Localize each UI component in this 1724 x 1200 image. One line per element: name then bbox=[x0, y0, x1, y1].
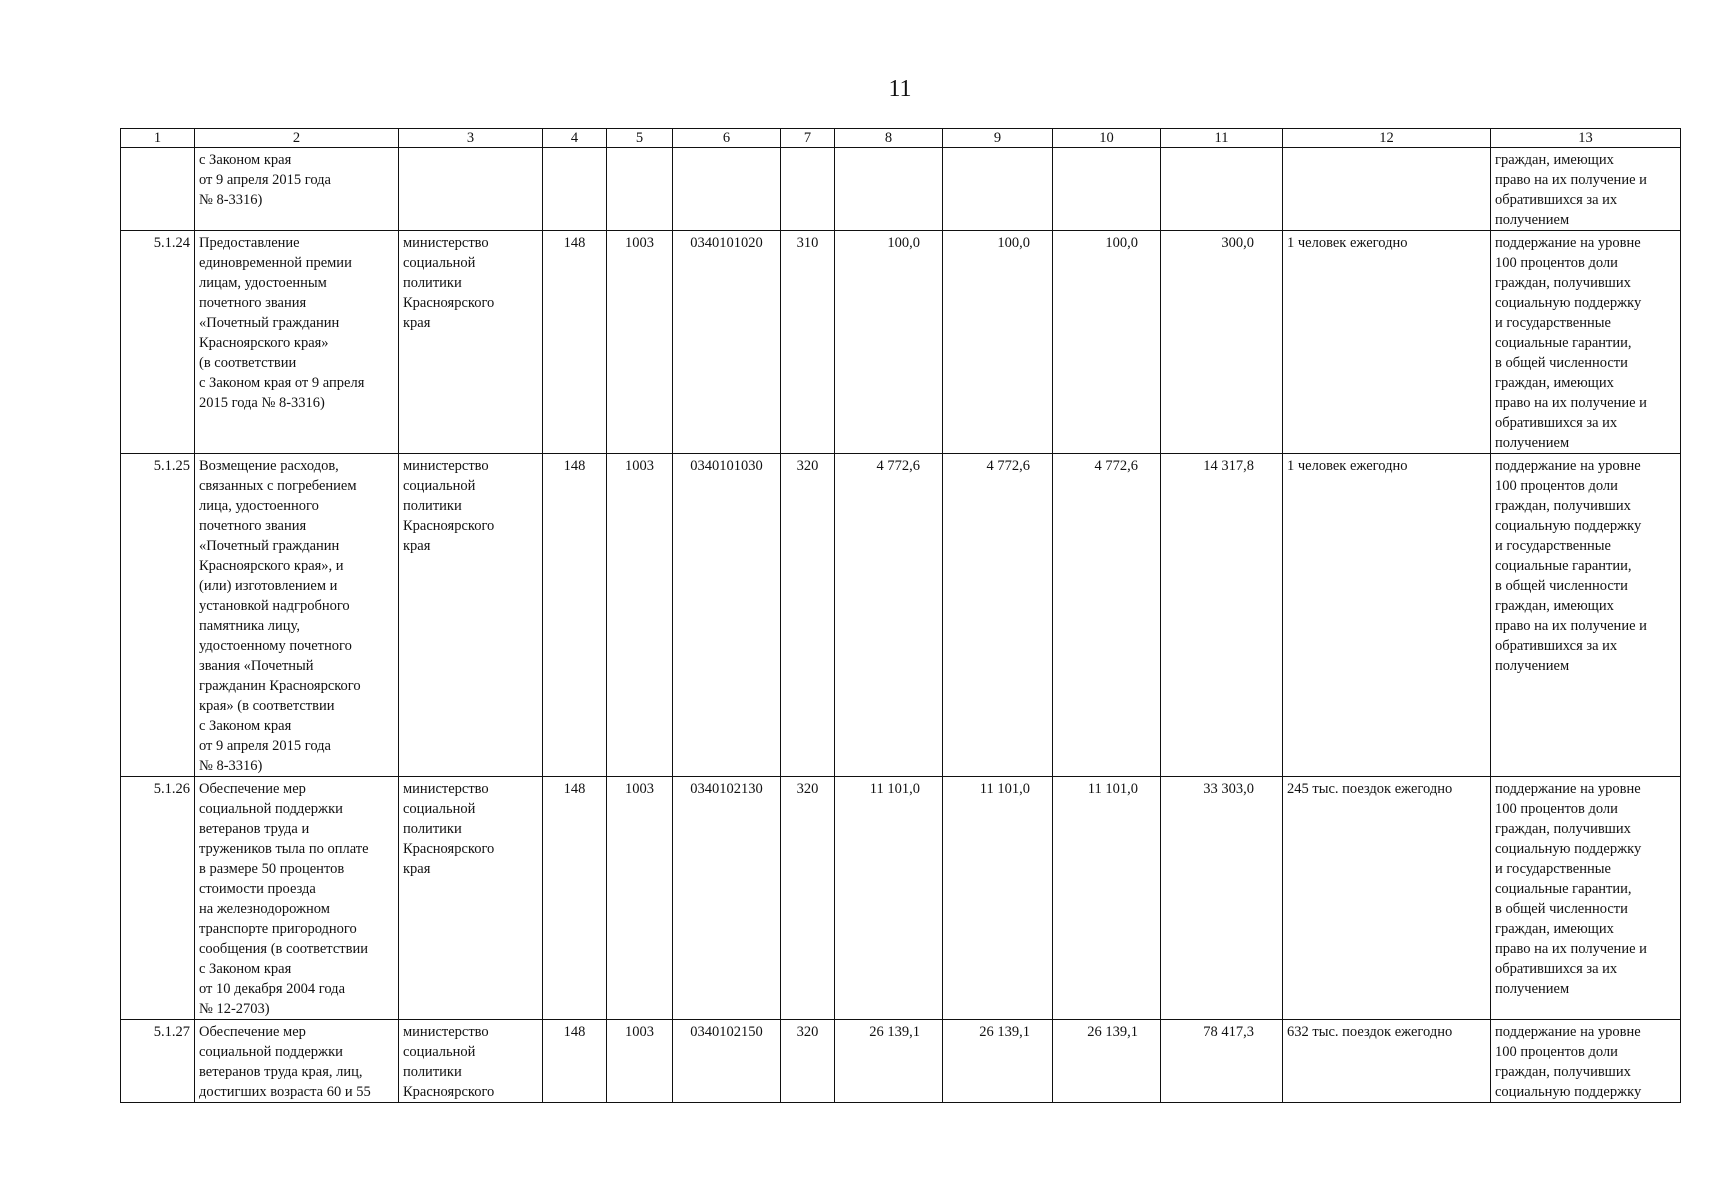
cell-code: 5.1.26 bbox=[121, 777, 195, 1020]
column-header: 11 bbox=[1161, 129, 1283, 148]
column-header: 13 bbox=[1491, 129, 1681, 148]
cell-year1: 4 772,6 bbox=[835, 454, 943, 777]
cell-year3: 4 772,6 bbox=[1053, 454, 1161, 777]
cell-goal: граждан, имеющих право на их получение и обратившихся за их получением bbox=[1491, 148, 1681, 231]
cell-csr: 0340102150 bbox=[673, 1020, 781, 1103]
cell-result: 632 тыс. поездок ежегодно bbox=[1283, 1020, 1491, 1103]
cell-year3 bbox=[1053, 148, 1161, 231]
cell-code: 5.1.24 bbox=[121, 231, 195, 454]
column-header: 2 bbox=[195, 129, 399, 148]
cell-total: 33 303,0 bbox=[1161, 777, 1283, 1020]
cell-rzpr: 1003 bbox=[607, 454, 673, 777]
cell-grbs: 148 bbox=[543, 454, 607, 777]
cell-ministry: министерство социальной политики Красноярского края bbox=[399, 231, 543, 454]
cell-year2: 100,0 bbox=[943, 231, 1053, 454]
cell-year1 bbox=[835, 148, 943, 231]
cell-grbs: 148 bbox=[543, 1020, 607, 1103]
cell-name: Обеспечение мер социальной поддержки ветеранов труда и тружеников тыла по оплате в размере 50 процентов стоимости проезда на железнодорожном транспорте пригородного сообщения (в соответствии с Законом края от 10 декабря 2004 года № 12-2703) bbox=[195, 777, 399, 1020]
cell-rzpr: 1003 bbox=[607, 231, 673, 454]
cell-code bbox=[121, 148, 195, 231]
cell-year1: 26 139,1 bbox=[835, 1020, 943, 1103]
cell-rzpr: 1003 bbox=[607, 1020, 673, 1103]
cell-total: 300,0 bbox=[1161, 231, 1283, 454]
cell-goal: поддержание на уровне 100 процентов доли граждан, получивших социальную поддержку и государственные социальные гарантии, в общей численности граждан, имеющих право на их получение и обратившихся за их получением bbox=[1491, 454, 1681, 777]
cell-grbs: 148 bbox=[543, 231, 607, 454]
cell-year3: 11 101,0 bbox=[1053, 777, 1161, 1020]
cell-total bbox=[1161, 148, 1283, 231]
cell-vr: 320 bbox=[781, 777, 835, 1020]
column-header: 10 bbox=[1053, 129, 1161, 148]
cell-year1: 11 101,0 bbox=[835, 777, 943, 1020]
cell-goal: поддержание на уровне 100 процентов доли граждан, получивших социальную поддержку bbox=[1491, 1020, 1681, 1103]
cell-ministry: министерство социальной политики Красноярского края bbox=[399, 454, 543, 777]
column-header: 1 bbox=[121, 129, 195, 148]
cell-csr: 0340101030 bbox=[673, 454, 781, 777]
cell-goal: поддержание на уровне 100 процентов доли граждан, получивших социальную поддержку и государственные социальные гарантии, в общей численности граждан, имеющих право на их получение и обратившихся за их получением bbox=[1491, 777, 1681, 1020]
cell-vr: 320 bbox=[781, 454, 835, 777]
cell-year1: 100,0 bbox=[835, 231, 943, 454]
cell-grbs bbox=[543, 148, 607, 231]
cell-name: с Законом края от 9 апреля 2015 года № 8-3316) bbox=[195, 148, 399, 231]
cell-code: 5.1.27 bbox=[121, 1020, 195, 1103]
cell-vr: 320 bbox=[781, 1020, 835, 1103]
cell-csr: 0340101020 bbox=[673, 231, 781, 454]
cell-name: Возмещение расходов, связанных с погребением лица, удостоенного почетного звания «Почетный гражданин Красноярского края», и (или) изготовлением и установкой надгробного памятника лицу, удостоенному почетного звания «Почетный гражданин Красноярского края» (в соответствии с Законом края от 9 апреля 2015 года № 8-3316) bbox=[195, 454, 399, 777]
table-row bbox=[121, 231, 1681, 454]
cell-ministry: министерство социальной политики Красноярского bbox=[399, 1020, 543, 1103]
table-row bbox=[121, 777, 1681, 1020]
cell-code: 5.1.25 bbox=[121, 454, 195, 777]
table-row bbox=[121, 1020, 1681, 1103]
cell-csr: 0340102130 bbox=[673, 777, 781, 1020]
column-header: 9 bbox=[943, 129, 1053, 148]
cell-year2: 26 139,1 bbox=[943, 1020, 1053, 1103]
cell-year2 bbox=[943, 148, 1053, 231]
cell-name: Предоставление единовременной премии лицам, удостоенным почетного звания «Почетный гражданин Красноярского края» (в соответствии с Законом края от 9 апреля 2015 года № 8-3316) bbox=[195, 231, 399, 454]
column-header: 12 bbox=[1283, 129, 1491, 148]
cell-ministry bbox=[399, 148, 543, 231]
cell-name: Обеспечение мер социальной поддержки ветеранов труда края, лиц, достигших возраста 60 и 55 bbox=[195, 1020, 399, 1103]
cell-goal: поддержание на уровне 100 процентов доли граждан, получивших социальную поддержку и государственные социальные гарантии, в общей численности граждан, имеющих право на их получение и обратившихся за их получением bbox=[1491, 231, 1681, 454]
table-row bbox=[121, 454, 1681, 777]
cell-csr bbox=[673, 148, 781, 231]
cell-year3: 100,0 bbox=[1053, 231, 1161, 454]
cell-year2: 11 101,0 bbox=[943, 777, 1053, 1020]
header-row bbox=[121, 129, 1681, 148]
cell-result: 1 человек ежегодно bbox=[1283, 231, 1491, 454]
cell-year2: 4 772,6 bbox=[943, 454, 1053, 777]
cell-total: 78 417,3 bbox=[1161, 1020, 1283, 1103]
column-header: 5 bbox=[607, 129, 673, 148]
cell-year3: 26 139,1 bbox=[1053, 1020, 1161, 1103]
column-header: 4 bbox=[543, 129, 607, 148]
cell-vr: 310 bbox=[781, 231, 835, 454]
program-table bbox=[120, 128, 1681, 1103]
cell-result: 245 тыс. поездок ежегодно bbox=[1283, 777, 1491, 1020]
cell-result: 1 человек ежегодно bbox=[1283, 454, 1491, 777]
cell-ministry: министерство социальной политики Красноярского края bbox=[399, 777, 543, 1020]
cell-rzpr bbox=[607, 148, 673, 231]
cell-result bbox=[1283, 148, 1491, 231]
column-header: 7 bbox=[781, 129, 835, 148]
cell-rzpr: 1003 bbox=[607, 777, 673, 1020]
cell-grbs: 148 bbox=[543, 777, 607, 1020]
column-header: 8 bbox=[835, 129, 943, 148]
column-header: 3 bbox=[399, 129, 543, 148]
cell-total: 14 317,8 bbox=[1161, 454, 1283, 777]
page-number: 11 bbox=[888, 76, 912, 102]
column-header: 6 bbox=[673, 129, 781, 148]
cell-vr bbox=[781, 148, 835, 231]
table-row bbox=[121, 148, 1681, 231]
